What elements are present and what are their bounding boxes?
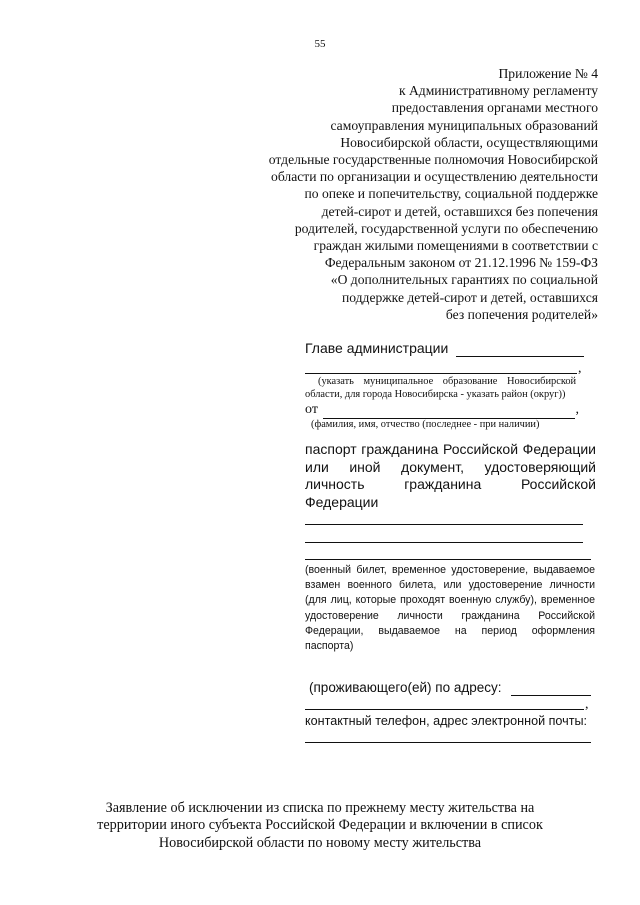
appendix-line: граждан жилыми помещениями в соответствии с xyxy=(313,238,598,254)
appendix-line: Приложение № 4 xyxy=(498,66,598,81)
document-field-2[interactable] xyxy=(305,542,583,543)
applicant-fio-field[interactable] xyxy=(323,402,575,419)
statement-title-line: Новосибирской области по новому месту жительства xyxy=(158,834,482,851)
municipality-hint: (указать муниципальное образование Новосибирской xyxy=(318,376,577,387)
municipality-hint: области, для города Новосибирска - указать район (округ)) xyxy=(305,389,566,400)
residence-label: (проживающего(ей) по адресу: xyxy=(309,680,502,695)
statement-title xyxy=(0,800,640,852)
from-line: от , xyxy=(305,402,579,417)
residence-address-field[interactable] xyxy=(511,680,591,696)
appendix-line: «О дополнительных гарантиях по социальной xyxy=(330,272,598,288)
document-field-3[interactable] xyxy=(305,559,591,560)
fio-hint: (фамилия, имя, отчество (последнее - при наличии) xyxy=(311,419,540,430)
appendix-line: отдельные государственные полномочия Новосибирской xyxy=(268,152,598,168)
municipality-comma: , xyxy=(578,361,582,376)
appendix-line: к Административному регламенту xyxy=(398,83,598,99)
appendix-line: поддержке детей-сирот и детей, оставшихся xyxy=(341,289,598,305)
document-field-1[interactable] xyxy=(305,524,583,525)
statement-title-line: территории иного субъекта Российской Федерации и включении в список xyxy=(97,817,543,834)
municipality-field[interactable] xyxy=(305,373,577,374)
appendix-line: самоуправления муниципальных образований xyxy=(330,117,598,133)
contacts-field[interactable] xyxy=(305,742,591,743)
appendix-line: Федеральным законом от 21.12.1996 № 159-ФЗ xyxy=(324,255,598,271)
appendix-line: детей-сирот и детей, оставшихся без попечения xyxy=(321,203,598,219)
passport-text: паспорт гражданина Российской Федерации или иной документ, удостоверяющий личность гражданина Российской Федерации xyxy=(305,441,596,510)
address-comma: , xyxy=(585,697,589,712)
appendix-line: родителей, государственной услуги по обеспечению xyxy=(294,220,598,236)
statement-title-line: Заявление об исключении из списка по прежнему месту жительства на xyxy=(105,800,535,816)
head-name-field[interactable] xyxy=(456,340,584,357)
head-of-administration-line xyxy=(305,340,584,357)
appendix-line: без попечения родителей» xyxy=(445,306,598,322)
appendix-line: области по организации и осуществлению деятельности xyxy=(271,169,598,185)
address-field[interactable] xyxy=(305,709,584,710)
contacts-label: контактный телефон, адрес электронной почты: xyxy=(305,714,588,728)
page-number: 55 xyxy=(314,38,326,50)
appendix-line: по опеке и попечительству, социальной поддержке xyxy=(304,186,598,202)
appendix-line: предоставления органами местного xyxy=(391,100,598,116)
from-label: от xyxy=(305,402,318,417)
head-label: Главе администрации xyxy=(305,340,449,356)
residence-line xyxy=(309,680,591,696)
documents-hint: (военный билет, временное удостоверение, выдаваемое взамен военного билета, или удостоверение личности (для лиц, которые проходят военную службу), временное удостоверение личности гражданина Российской Федерации, выдаваемое на период оформления паспорта) xyxy=(305,564,595,653)
appendix-header xyxy=(178,65,598,323)
appendix-line: Новосибирской области, осуществляющими xyxy=(340,134,598,150)
